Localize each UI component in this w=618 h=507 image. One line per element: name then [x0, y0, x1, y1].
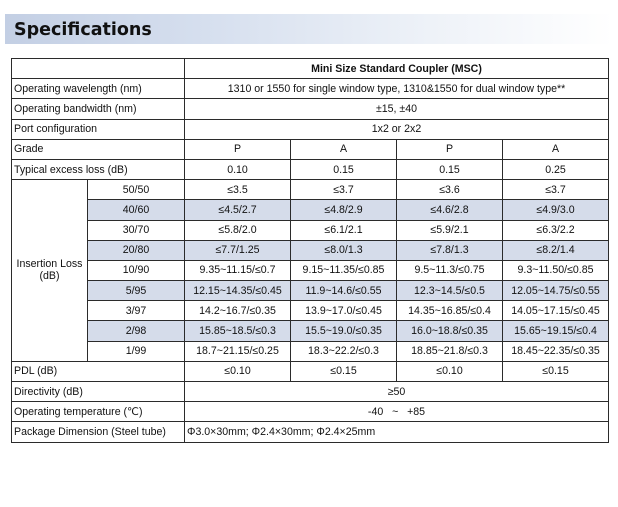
table-row: [12, 361, 609, 381]
cell-value: 0.15: [397, 159, 503, 179]
cell-value: ≤3.7: [291, 180, 397, 200]
cell-value: 9.5~11.3/≤0.75: [397, 260, 503, 280]
cell-value: P: [185, 139, 291, 159]
split-ratio: 3/97: [88, 301, 185, 321]
cell-value: 14.2~16.7/≤0.35: [185, 301, 291, 321]
cell-value: 12.15~14.35/≤0.45: [185, 281, 291, 301]
table-row: [12, 301, 609, 321]
row-label: Grade: [12, 139, 185, 159]
table-row: [12, 382, 609, 402]
cell-value: ≤0.10: [397, 361, 503, 381]
row-label: Directivity (dB): [12, 382, 185, 402]
row-label: Package Dimension (Steel tube): [12, 422, 185, 442]
table-row: [12, 260, 609, 280]
table-row: [12, 119, 609, 139]
cell-value: 12.3~14.5/≤0.5: [397, 281, 503, 301]
cell-value: ±15, ±40: [185, 99, 609, 119]
cell-value: -40 ~ +85: [185, 402, 609, 422]
cell-value: ≤5.9/2.1: [397, 220, 503, 240]
table-row: [12, 220, 609, 240]
row-label: Operating temperature (℃): [12, 402, 185, 422]
table-row: [12, 240, 609, 260]
cell-value: 0.10: [185, 159, 291, 179]
cell-value: 18.45~22.35/≤0.35: [503, 341, 609, 361]
table-row: [12, 321, 609, 341]
cell-value: 14.05~17.15/≤0.45: [503, 301, 609, 321]
cell-value: A: [503, 139, 609, 159]
table-row: [12, 402, 609, 422]
split-ratio: 50/50: [88, 180, 185, 200]
table-row: [12, 200, 609, 220]
insertion-loss-title: Insertion Loss: [16, 258, 83, 271]
cell-value: 18.7~21.15/≤0.25: [185, 341, 291, 361]
cell-value: P: [397, 139, 503, 159]
cell-value: 15.85~18.5/≤0.3: [185, 321, 291, 341]
cell-value: ≤4.5/2.7: [185, 200, 291, 220]
section-header: [5, 14, 613, 44]
cell-value: ≤7.8/1.3: [397, 240, 503, 260]
insertion-loss-label: [12, 180, 88, 362]
cell-value: ≤6.3/2.2: [503, 220, 609, 240]
split-ratio: 30/70: [88, 220, 185, 240]
cell-value: 12.05~14.75/≤0.55: [503, 281, 609, 301]
cell-value: 11.9~14.6/≤0.55: [291, 281, 397, 301]
cell-value: ≤0.15: [503, 361, 609, 381]
table-row: [12, 341, 609, 361]
split-ratio: 1/99: [88, 341, 185, 361]
cell-value: 16.0~18.8/≤0.35: [397, 321, 503, 341]
cell-value: ≤3.6: [397, 180, 503, 200]
cell-value: ≤8.2/1.4: [503, 240, 609, 260]
cell-value: 0.25: [503, 159, 609, 179]
row-label: PDL (dB): [12, 361, 185, 381]
row-label: Operating bandwidth (nm): [12, 99, 185, 119]
cell-value: ≤7.7/1.25: [185, 240, 291, 260]
cell-value: ≤4.6/2.8: [397, 200, 503, 220]
cell-value: 15.65~19.15/≤0.4: [503, 321, 609, 341]
cell-value: ≤8.0/1.3: [291, 240, 397, 260]
table-row: [12, 59, 609, 79]
cell-value: ≤3.5: [185, 180, 291, 200]
cell-value: 13.9~17.0/≤0.45: [291, 301, 397, 321]
row-label: Port configuration: [12, 119, 185, 139]
cell-value: 15.5~19.0/≤0.35: [291, 321, 397, 341]
spec-table: [11, 58, 609, 443]
insertion-loss-unit: (dB): [39, 270, 60, 283]
cell-value: ≤0.15: [291, 361, 397, 381]
cell-value: 18.85~21.8/≤0.3: [397, 341, 503, 361]
table-row: [12, 79, 609, 99]
cell-value: 9.15~11.35/≤0.85: [291, 260, 397, 280]
cell-value: 9.3~11.50/≤0.85: [503, 260, 609, 280]
cell-value: ≤5.8/2.0: [185, 220, 291, 240]
table-row: [12, 99, 609, 119]
cell-value: 1310 or 1550 for single window type, 1310&1550 for dual window type**: [185, 79, 609, 99]
product-title: Mini Size Standard Coupler (MSC): [185, 59, 609, 79]
table-row: [12, 281, 609, 301]
cell-value: ≤0.10: [185, 361, 291, 381]
table-row: [12, 422, 609, 442]
cell-value: ≥50: [185, 382, 609, 402]
cell-value: ≤3.7: [503, 180, 609, 200]
split-ratio: 5/95: [88, 281, 185, 301]
cell-value: ≤4.9/3.0: [503, 200, 609, 220]
cell-value: 14.35~16.85/≤0.4: [397, 301, 503, 321]
cell-value: 1x2 or 2x2: [185, 119, 609, 139]
cell-value: 9.35~11.15/≤0.7: [185, 260, 291, 280]
cell-value: 18.3~22.2/≤0.3: [291, 341, 397, 361]
empty-cell: [12, 59, 185, 79]
cell-value: 0.15: [291, 159, 397, 179]
split-ratio: 40/60: [88, 200, 185, 220]
split-ratio: 10/90: [88, 260, 185, 280]
table-row: [12, 180, 609, 200]
split-ratio: 20/80: [88, 240, 185, 260]
cell-value: Φ3.0×30mm; Φ2.4×30mm; Φ2.4×25mm: [185, 422, 609, 442]
row-label: Typical excess loss (dB): [12, 159, 185, 179]
table-row: [12, 159, 609, 179]
row-label: Operating wavelength (nm): [12, 79, 185, 99]
table-row: [12, 139, 609, 159]
cell-value: A: [291, 139, 397, 159]
cell-value: ≤4.8/2.9: [291, 200, 397, 220]
page-title: Specifications: [14, 20, 152, 40]
split-ratio: 2/98: [88, 321, 185, 341]
cell-value: ≤6.1/2.1: [291, 220, 397, 240]
